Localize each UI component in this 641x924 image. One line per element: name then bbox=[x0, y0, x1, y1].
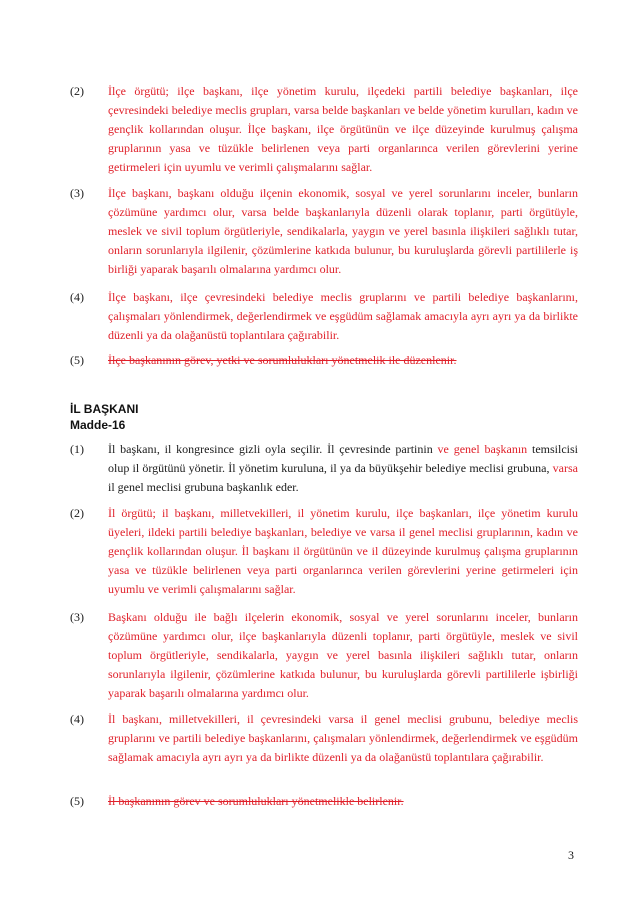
deleted-text: İl başkanının görev ve sorumlulukları yönetmelikle belirlenir. bbox=[108, 794, 404, 808]
article-number: Madde-16 bbox=[70, 418, 126, 432]
paragraph-number: (3) bbox=[70, 186, 84, 200]
ilce-paragraph-5 bbox=[70, 351, 578, 370]
paragraph-text: İl başkanı, il kongresince gizli oyla seçilir. İl çevresinde partinin ve genel başkanın temsilcisi olup il örgütünü yönetir. İl yönetim kuruluna, il ya da büyükşehir belediye meclisi grubuna, varsa il genel meclisi grubuna başkanlık eder. bbox=[108, 442, 579, 494]
paragraph-number: (1) bbox=[70, 442, 84, 456]
page-number: 3 bbox=[568, 848, 574, 862]
il-paragraph-4 bbox=[70, 710, 578, 767]
paragraph-number: (2) bbox=[70, 84, 84, 98]
paragraph-text: İl örgütü; il başkanı, milletvekilleri, il yönetim kurulu, ilçe başkanları, ilçe yönetim kurulu üyeleri, ildeki partili belediye başkanları, belediye ve varsa il genel meclisi gruplarının, kadın ve gençlik kollarından oluşur. İl başkanı il örgütünün ve il düzeyinde kurulmuş çalışma gruplarının yasa ve tüzükle belirlenen veya parti organlarınca verilen görevlerini yerine getirmeleri için uyumlu ve verimli çalışmalarını sağlar. bbox=[108, 506, 578, 596]
ilce-paragraph-4 bbox=[70, 288, 578, 345]
deleted-text: İlçe başkanının görev, yetki ve sorumlulukları yönetmelik ile düzenlenir. bbox=[108, 353, 457, 367]
il-paragraph-5 bbox=[70, 792, 578, 811]
ilce-paragraph-3 bbox=[70, 184, 578, 279]
il-paragraph-2 bbox=[70, 504, 578, 599]
paragraph-number: (4) bbox=[70, 290, 84, 304]
paragraph-text: İlçe örgütü; ilçe başkanı, ilçe yönetim kurulu, ilçedeki partili belediye başkanları, ilçe çevresindeki belediye meclis grupları, varsa belde başkanları ve belde yönetim kurulları, kadın ve gençlik kollarından oluşur. İlçe başkanı, ilçe örgütünün ve ilçe düzeyinde kurulmuş çalışma gruplarının yasa ve tüzükle belirlenen veya parti organlarınca verilen görevlerini yerine getirmeleri için uyumlu ve verimli çalışmalarını sağlar. bbox=[108, 84, 578, 174]
inserted-text: varsa bbox=[552, 461, 578, 475]
inserted-text: ve genel başkanın bbox=[437, 442, 528, 456]
il-paragraph-3 bbox=[70, 608, 578, 703]
paragraph-text: İlçe başkanı, ilçe çevresindeki belediye meclis gruplarını ve partili belediye başkanlarını, çalışmaları yönlendirmek, değerlendirmek ve eşgüdüm sağlamak amacıyla ayrı ayrı ya da birlikte düzenli ya da olağanüstü toplantılara çağırabilir. bbox=[108, 290, 578, 342]
section-title: İL BAŞKANI bbox=[70, 402, 139, 416]
paragraph-number: (4) bbox=[70, 712, 84, 726]
paragraph-text: İlçe başkanı, başkanı olduğu ilçenin ekonomik, sosyal ve yerel sorunlarını inceler, bunların çözümüne yardımcı olur, varsa belde başkanlarıyla düzenli olarak toplanır, parti örgütüyle, meslek ve sivil toplum örgütleriyle, sendikalarla, yaygın ve yerel basınla ilişkileri sağlıklı tutar, onların sorunlarıyla ilgilenir, çözümlerine katkıda bulunur, bu kuruluşlarda görevli partililerle iş birliği yaparak başarılı olmalarına yardımcı olur. bbox=[108, 186, 578, 276]
il-paragraph-1 bbox=[70, 440, 578, 497]
paragraph-number: (2) bbox=[70, 506, 84, 520]
paragraph-text: İl başkanı, milletvekilleri, il çevresindeki varsa il genel meclisi grubunu, belediye meclis gruplarını ve partili belediye başkanlarını, çalışmaları yönlendirmek, değerlendirmek ve eşgüdüm sağlamak amacıyla ayrı ayrı ya da birlikte düzenli ya da olağanüstü toplantılara çağırabilir. bbox=[108, 712, 578, 764]
paragraph-text: Başkanı olduğu ile bağlı ilçelerin ekonomik, sosyal ve yerel sorunlarını inceler, bunların çözümüne yardımcı olur, ilçe başkanlarıyla düzenli toplanır, parti örgütüyle, meslek ve sivil toplum örgütleriyle, sendikalarla, yaygın ve yerel basınla ilişkileri sağlıklı tutar, onların sorunlarıyla ilgilenir, çözümlerine katkıda bulunur, bu kuruluşlarda görevli partililerle işbirliği yaparak başarılı olmalarına yardımcı olur. bbox=[108, 610, 578, 700]
paragraph-number: (3) bbox=[70, 610, 84, 624]
paragraph-number: (5) bbox=[70, 794, 84, 808]
ilce-paragraph-2 bbox=[70, 82, 578, 177]
paragraph-number: (5) bbox=[70, 353, 84, 367]
